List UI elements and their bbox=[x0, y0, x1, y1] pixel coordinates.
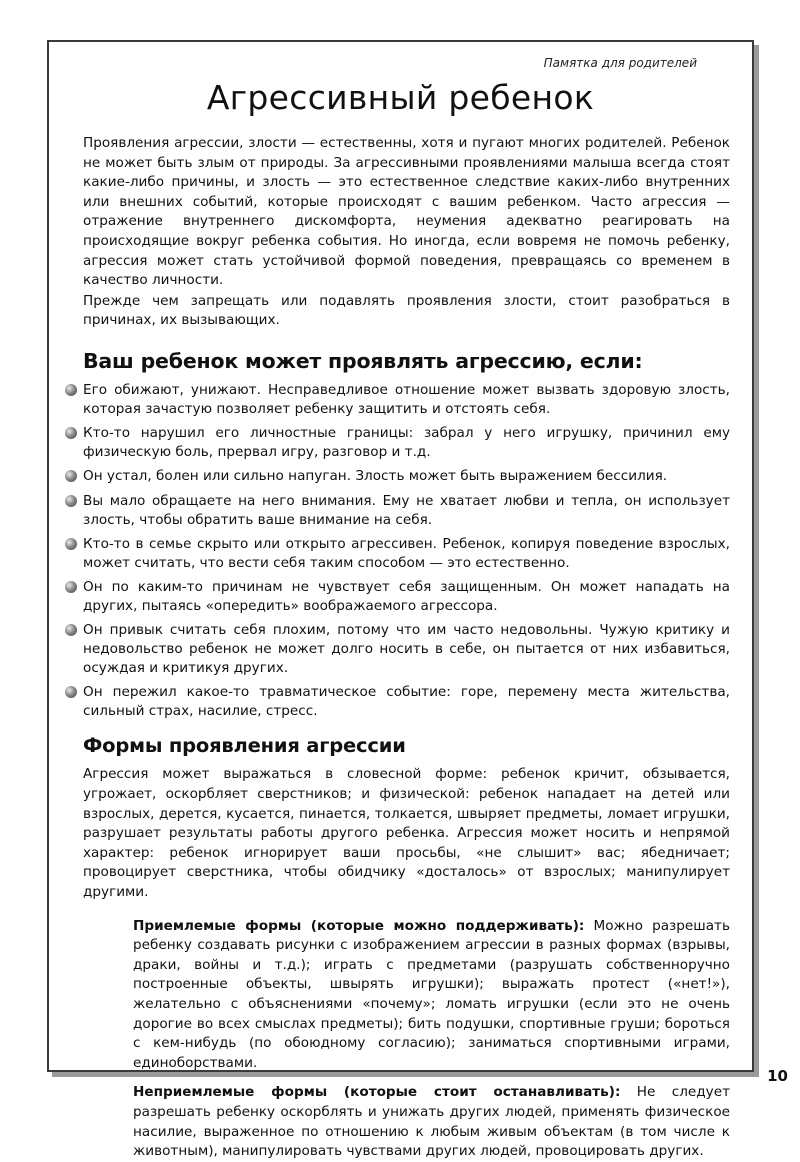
list-item-text: Кто-то нарушил его личностные границы: забрал у него игрушку, причинил ему физическую боль, прервал игру, разговор и т.д. bbox=[83, 425, 730, 460]
page-content bbox=[83, 134, 730, 1162]
list-item-text: Он пережил какое-то травматическое событие: горе, перемену места жительства, сильный страх, насилие, стресс. bbox=[83, 684, 730, 719]
bullet-icon bbox=[65, 581, 77, 593]
list-item-text: Его обижают, унижают. Несправедливое отношение может вызвать здоровую злость, которая зачастую позволяет ребенку защитить и отстоять себя. bbox=[83, 381, 730, 417]
unacceptable-forms-text: Не следует разрешать ребенку оскорблять и унижать других людей, применять физическое насилие, выраженное по отношению к любым живым объектам (в том числе к животным), манипулировать чувствами других людей, провоцировать других. bbox=[133, 1084, 730, 1160]
page-frame bbox=[47, 40, 754, 1160]
list-item bbox=[83, 467, 730, 486]
page-subtitle: Памятка для родителей bbox=[543, 56, 697, 70]
causes-list bbox=[83, 381, 730, 721]
list-item-text: Он устал, болен или сильно напуган. Злость может быть выражением бессилия. bbox=[83, 468, 668, 485]
list-item bbox=[83, 381, 730, 418]
bullet-icon bbox=[65, 495, 77, 507]
bullet-icon bbox=[65, 427, 77, 439]
page-number: 10 bbox=[767, 1067, 788, 1085]
page-title: Агрессивный ребенок bbox=[206, 78, 595, 117]
bullet-icon bbox=[65, 624, 77, 636]
list-item bbox=[83, 683, 730, 720]
list-item-text: Он привык считать себя плохим, потому что им часто недовольны. Чужую критику и недовольство ребенок не может долго носить в себе, он пытается от них избавиться, осуждая и критикуя других. bbox=[83, 622, 730, 676]
list-item-text: Кто-то в семье скрыто или открыто агрессивен. Ребенок, копируя поведение взрослых, может считать, что вести себя таким способом — это естественно. bbox=[83, 536, 730, 571]
acceptable-forms-text: Можно разрешать ребенку создавать рисунки с изображением агрессии в разных формах (взрывы, драки, войны и т.д.); играть с предметами (разрушать собственноручно построенные объекты, швырять игрушки); выражать протест («нет!»), желательно с объяснениями «почему»; ломать игрушки (если это не очень дорогие во всех смыслах предметы); бить подушки, спортивные груши; бороться с кем-нибудь (по обоюдному согласию); заниматься спортивными играми, единоборствами. bbox=[133, 917, 730, 1071]
list-item bbox=[83, 424, 730, 461]
intro-paragraph: Прежде чем запрещать или подавлять проявления злости, стоит разобраться в причинах, их вызывающих. bbox=[83, 292, 730, 329]
list-item-text: Он по каким-то причинам не чувствует себя защищенным. Он может нападать на других, пытаясь «опередить» воображаемого агрессора. bbox=[83, 579, 730, 614]
list-item-text: Вы мало обращаете на него внимания. Ему не хватает любви и тепла, он использует злость, чтобы обратить ваше внимание на себя. bbox=[83, 492, 730, 528]
section-heading-forms: Формы проявления агрессии bbox=[83, 734, 406, 758]
list-item bbox=[83, 492, 730, 529]
unacceptable-forms-label: Неприемлемые формы (которые стоит останавливать): bbox=[133, 1084, 621, 1101]
bullet-icon bbox=[65, 538, 77, 550]
section-heading-causes: Ваш ребенок может проявлять агрессию, если: bbox=[83, 348, 643, 373]
acceptable-forms-label: Приемлемые формы (которые можно поддерживать): bbox=[133, 917, 585, 934]
bullet-icon bbox=[65, 384, 77, 396]
forms-paragraph: Агрессия может выражаться в словесной форме: ребенок кричит, обзывается, угрожает, оскорбляет сверстников; и физической: ребенок нападает на детей или взрослых, дерется, кусается, пинается, толкается, швыряет предметы, ломает игрушки, разрушает результаты работы другого ребенка. Агрессия может носить и непрямой характер: ребенок игнорирует ваши просьбы, «не слышит» вас; ябедничает; провоцирует сверстника, чтобы обидчику «досталось» от взрослых; манипулирует другими. bbox=[83, 766, 730, 900]
list-item bbox=[83, 621, 730, 677]
list-item bbox=[83, 578, 730, 615]
intro-paragraph: Проявления агрессии, злости — естественны, хотя и пугают многих родителей. Ребенок не может быть злым от природы. За агрессивными проявлениями малыша всегда стоят какие-либо причины, и злость — это естественное следствие каких-либо внутренних или внешних событий, которые происходят с вашим ребенком. Часто агрессия — отражение внутреннего дискомфорта, неумения адекватно реагировать на происходящие вокруг ребенка события. Но иногда, если вовремя не помочь ребенку, агрессия может стать устойчивой формой поведения, превращаясь со временем в качество личности. bbox=[83, 135, 730, 289]
acceptable-forms bbox=[133, 917, 730, 1074]
unacceptable-forms bbox=[133, 1083, 730, 1161]
bullet-icon bbox=[65, 470, 77, 482]
list-item bbox=[83, 535, 730, 572]
forms-block bbox=[133, 917, 730, 1162]
bullet-icon bbox=[65, 686, 77, 698]
intro-section bbox=[83, 134, 730, 331]
